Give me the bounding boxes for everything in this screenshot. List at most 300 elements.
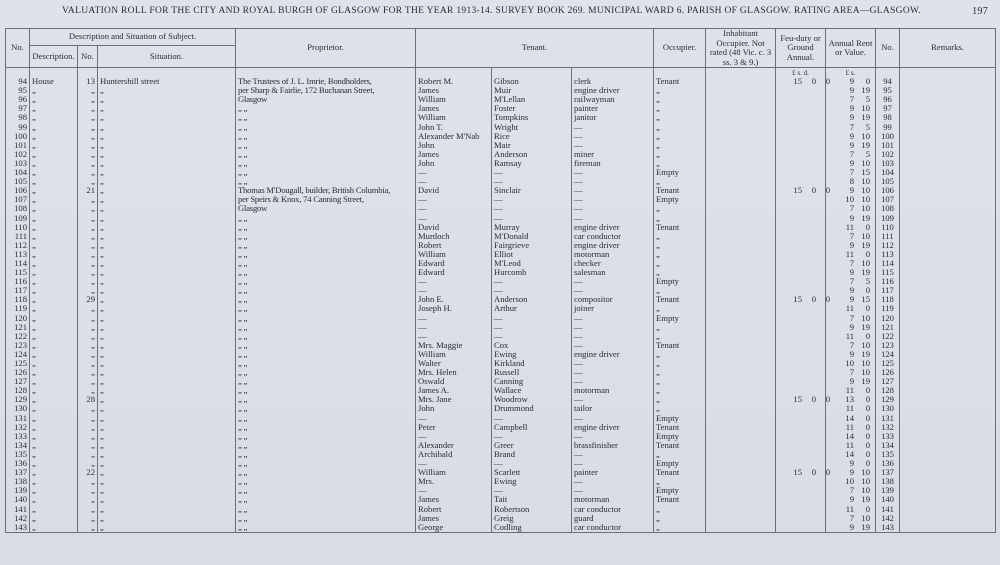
rent-pounds: 7 bbox=[849, 203, 855, 214]
subject-no: 21 bbox=[78, 186, 98, 195]
inhabitant-occupier bbox=[706, 223, 776, 232]
feu-units: £ s. d. bbox=[776, 68, 826, 78]
roll-no: 123 bbox=[6, 341, 30, 350]
feu-duty bbox=[776, 277, 826, 286]
tenant-surname: — bbox=[492, 195, 572, 204]
description: „ bbox=[30, 159, 78, 168]
occupier-status: „ bbox=[654, 514, 706, 523]
roll-no-right: 115 bbox=[876, 268, 900, 277]
subject-no: „ bbox=[78, 104, 98, 113]
occupier-status: „ bbox=[654, 268, 706, 277]
tenant-first-name: Mrs. Jane bbox=[416, 395, 492, 404]
tenant-first-name: John T. bbox=[416, 123, 492, 132]
occupier-status: Tenant bbox=[654, 186, 706, 195]
tenant-surname: Cox bbox=[492, 341, 572, 350]
proprietor: Glasgow bbox=[236, 95, 416, 104]
roll-no: 141 bbox=[6, 505, 30, 514]
feu-shillings: 0 bbox=[811, 76, 817, 87]
remarks bbox=[900, 141, 996, 150]
situation: „ bbox=[98, 204, 236, 213]
tenant-surname: Scarlett bbox=[492, 468, 572, 477]
tenant-occupation: — bbox=[572, 477, 654, 486]
remarks bbox=[900, 113, 996, 122]
tenant-surname: Codling bbox=[492, 523, 572, 533]
feu-duty bbox=[776, 332, 826, 341]
rent-pounds: 11 bbox=[845, 330, 855, 341]
tenant-occupation: fireman bbox=[572, 159, 654, 168]
roll-no: 139 bbox=[6, 486, 30, 495]
situation: „ bbox=[98, 486, 236, 495]
roll-no-right: 123 bbox=[876, 341, 900, 350]
description: „ bbox=[30, 232, 78, 241]
inhabitant-occupier bbox=[706, 204, 776, 213]
rent-shillings: 0 bbox=[865, 430, 871, 441]
situation: „ bbox=[98, 95, 236, 104]
tenant-surname: Hurcomb bbox=[492, 268, 572, 277]
proprietor: „ „ bbox=[236, 514, 416, 523]
rent-pounds: 9 bbox=[849, 103, 855, 114]
tenant-first-name: — bbox=[416, 168, 492, 177]
proprietor: „ „ bbox=[236, 423, 416, 432]
proprietor: Thomas M'Dougall, builder, British Columbia, bbox=[236, 186, 416, 195]
feu-duty bbox=[776, 423, 826, 432]
roll-no: 127 bbox=[6, 377, 30, 386]
rent-shillings: 0 bbox=[865, 421, 871, 432]
proprietor: „ „ bbox=[236, 268, 416, 277]
tenant-occupation: tailor bbox=[572, 404, 654, 413]
roll-no: 142 bbox=[6, 514, 30, 523]
rent-shillings: 5 bbox=[865, 148, 871, 159]
roll-no-right: 129 bbox=[876, 395, 900, 404]
rent-shillings: 10 bbox=[861, 203, 871, 214]
inhabitant-occupier bbox=[706, 141, 776, 150]
roll-no-right: 102 bbox=[876, 150, 900, 159]
tenant-occupation: — bbox=[572, 395, 654, 404]
feu-pence: 0 bbox=[825, 394, 831, 405]
roll-no: 134 bbox=[6, 441, 30, 450]
roll-no: 102 bbox=[6, 150, 30, 159]
remarks bbox=[900, 423, 996, 432]
occupier-status: „ bbox=[654, 259, 706, 268]
occupier-status: Empty bbox=[654, 459, 706, 468]
occupier-status: Tenant bbox=[654, 295, 706, 304]
inhabitant-occupier bbox=[706, 341, 776, 350]
inhabitant-occupier bbox=[706, 86, 776, 95]
occupier-status: „ bbox=[654, 323, 706, 332]
feu-duty bbox=[776, 304, 826, 313]
feu-duty bbox=[776, 223, 826, 232]
occupier-status: „ bbox=[654, 523, 706, 533]
tenant-first-name: Joseph H. bbox=[416, 304, 492, 313]
rent-pounds: 7 bbox=[849, 276, 855, 287]
tenant-surname: Fairgrieve bbox=[492, 241, 572, 250]
inhabitant-occupier bbox=[706, 177, 776, 186]
proprietor: „ „ bbox=[236, 459, 416, 468]
tenant-surname: Greig bbox=[492, 514, 572, 523]
subject-no: „ bbox=[78, 268, 98, 277]
tenant-first-name: William bbox=[416, 95, 492, 104]
tenant-surname: — bbox=[492, 314, 572, 323]
inhabitant-occupier bbox=[706, 441, 776, 450]
description: „ bbox=[30, 395, 78, 404]
rent-shillings: 10 bbox=[861, 103, 871, 114]
inhabitant-occupier bbox=[706, 495, 776, 504]
proprietor: „ „ bbox=[236, 495, 416, 504]
description: „ bbox=[30, 404, 78, 413]
roll-no: 99 bbox=[6, 123, 30, 132]
rent-pounds: 11 bbox=[845, 403, 855, 414]
tenant-occupation: — bbox=[572, 141, 654, 150]
rent-pounds: 7 bbox=[849, 367, 855, 378]
occupier-status: Empty bbox=[654, 486, 706, 495]
proprietor: „ „ bbox=[236, 150, 416, 159]
roll-no: 117 bbox=[6, 286, 30, 295]
remarks bbox=[900, 395, 996, 404]
occupier-status: „ bbox=[654, 86, 706, 95]
remarks bbox=[900, 186, 996, 195]
inhabitant-occupier bbox=[706, 459, 776, 468]
inhabitant-occupier bbox=[706, 332, 776, 341]
tenant-occupation: engine driver bbox=[572, 350, 654, 359]
rent-shillings: 19 bbox=[861, 139, 871, 150]
subject-no: „ bbox=[78, 432, 98, 441]
roll-no-right: 126 bbox=[876, 368, 900, 377]
remarks bbox=[900, 505, 996, 514]
roll-no: 116 bbox=[6, 277, 30, 286]
tenant-surname: — bbox=[492, 323, 572, 332]
description: „ bbox=[30, 177, 78, 186]
tenant-occupation: checker bbox=[572, 259, 654, 268]
feu-duty bbox=[776, 414, 826, 423]
inhabitant-occupier bbox=[706, 168, 776, 177]
proprietor: „ „ bbox=[236, 377, 416, 386]
situation: „ bbox=[98, 368, 236, 377]
situation: „ bbox=[98, 141, 236, 150]
remarks bbox=[900, 195, 996, 204]
inhabitant-occupier bbox=[706, 214, 776, 223]
inhabitant-occupier bbox=[706, 259, 776, 268]
remarks bbox=[900, 495, 996, 504]
inhabitant-occupier bbox=[706, 304, 776, 313]
inhabitant-occupier bbox=[706, 432, 776, 441]
remarks bbox=[900, 523, 996, 533]
roll-no-right: 108 bbox=[876, 204, 900, 213]
proprietor: „ „ bbox=[236, 523, 416, 533]
occupier-status: Tenant bbox=[654, 495, 706, 504]
feu-duty bbox=[776, 294, 831, 305]
tenant-first-name: John bbox=[416, 141, 492, 150]
roll-no: 135 bbox=[6, 450, 30, 459]
tenant-first-name: Oswald bbox=[416, 377, 492, 386]
situation: „ bbox=[98, 386, 236, 395]
remarks bbox=[900, 404, 996, 413]
remarks bbox=[900, 132, 996, 141]
tenant-first-name: William bbox=[416, 350, 492, 359]
proprietor: „ „ bbox=[236, 441, 416, 450]
tenant-first-name: — bbox=[416, 204, 492, 213]
proprietor: „ „ bbox=[236, 295, 416, 304]
roll-no-right: 112 bbox=[876, 241, 900, 250]
occupier-status: „ bbox=[654, 141, 706, 150]
subject-no: „ bbox=[78, 250, 98, 259]
description: „ bbox=[30, 150, 78, 159]
occupier-status: „ bbox=[654, 132, 706, 141]
roll-no-right: 111 bbox=[876, 232, 900, 241]
roll-no: 121 bbox=[6, 323, 30, 332]
rent-pounds: 9 bbox=[849, 294, 855, 305]
roll-no: 130 bbox=[6, 404, 30, 413]
tenant-surname: Robertson bbox=[492, 505, 572, 514]
remarks bbox=[900, 86, 996, 95]
proprietor: „ „ bbox=[236, 232, 416, 241]
tenant-occupation: — bbox=[572, 214, 654, 223]
subject-no: „ bbox=[78, 323, 98, 332]
rent-pounds: 14 bbox=[845, 412, 855, 423]
rent-shillings: 0 bbox=[865, 394, 871, 405]
roll-no: 126 bbox=[6, 368, 30, 377]
tenant-first-name: Walter bbox=[416, 359, 492, 368]
inhabitant-occupier bbox=[706, 450, 776, 459]
tenant-surname: — bbox=[492, 286, 572, 295]
roll-no: 122 bbox=[6, 332, 30, 341]
tenant-surname: — bbox=[492, 214, 572, 223]
tenant-surname: Kirkland bbox=[492, 359, 572, 368]
tenant-occupation: engine driver bbox=[572, 86, 654, 95]
tenant-occupation: — bbox=[572, 377, 654, 386]
roll-no-right: 121 bbox=[876, 323, 900, 332]
tenant-first-name: — bbox=[416, 214, 492, 223]
inhabitant-occupier bbox=[706, 386, 776, 395]
rent-pounds: 9 bbox=[849, 494, 855, 505]
tenant-occupation: janitor bbox=[572, 113, 654, 122]
tenant-first-name: John bbox=[416, 159, 492, 168]
tenant-first-name: William bbox=[416, 113, 492, 122]
subject-no: „ bbox=[78, 404, 98, 413]
rent-shillings: 0 bbox=[865, 76, 871, 87]
rent-pounds: 11 bbox=[845, 421, 855, 432]
occupier-status: „ bbox=[654, 104, 706, 113]
subject-no: „ bbox=[78, 304, 98, 313]
tenant-first-name: — bbox=[416, 432, 492, 441]
subject-no: „ bbox=[78, 259, 98, 268]
tenant-first-name: George bbox=[416, 523, 492, 533]
proprietor: „ „ bbox=[236, 414, 416, 423]
valuation-table bbox=[5, 28, 996, 533]
rent-shillings: 0 bbox=[865, 221, 871, 232]
rent-shillings: 10 bbox=[861, 358, 871, 368]
occupier-status: „ bbox=[654, 505, 706, 514]
rent-pounds: 8 bbox=[849, 176, 855, 187]
occupier-status: „ bbox=[654, 95, 706, 104]
roll-no-right: 114 bbox=[876, 259, 900, 268]
remarks bbox=[900, 150, 996, 159]
subject-no: „ bbox=[78, 113, 98, 122]
occupier-status: Tenant bbox=[654, 441, 706, 450]
proprietor: „ „ bbox=[236, 468, 416, 477]
inhabitant-occupier bbox=[706, 514, 776, 523]
tenant-occupation: — bbox=[572, 186, 654, 195]
remarks bbox=[900, 368, 996, 377]
roll-no-right: 124 bbox=[876, 350, 900, 359]
description: „ bbox=[30, 132, 78, 141]
rent-pounds: 9 bbox=[849, 157, 855, 168]
tenant-first-name: Robert bbox=[416, 505, 492, 514]
roll-no: 100 bbox=[6, 132, 30, 141]
subject-no: „ bbox=[78, 505, 98, 514]
roll-no: 131 bbox=[6, 414, 30, 423]
roll-no-right: 118 bbox=[876, 295, 900, 304]
situation: „ bbox=[98, 459, 236, 468]
proprietor: „ „ bbox=[236, 368, 416, 377]
rent-pounds: 7 bbox=[849, 94, 855, 105]
tenant-occupation: — bbox=[572, 332, 654, 341]
inhabitant-occupier bbox=[706, 95, 776, 104]
inhabitant-occupier bbox=[706, 104, 776, 113]
tenant-surname: Ewing bbox=[492, 477, 572, 486]
proprietor: „ „ bbox=[236, 386, 416, 395]
roll-no-right: 101 bbox=[876, 141, 900, 150]
description: „ bbox=[30, 450, 78, 459]
situation: „ bbox=[98, 268, 236, 277]
feu-duty bbox=[776, 486, 826, 495]
tenant-first-name: Edward bbox=[416, 268, 492, 277]
tenant-occupation: joiner bbox=[572, 304, 654, 313]
proprietor: „ „ bbox=[236, 304, 416, 313]
situation: „ bbox=[98, 123, 236, 132]
proprietor: „ „ bbox=[236, 505, 416, 514]
inhabitant-occupier bbox=[706, 132, 776, 141]
tenant-first-name: Robert bbox=[416, 241, 492, 250]
subject-no: „ bbox=[78, 223, 98, 232]
occupier-status: „ bbox=[654, 450, 706, 459]
rent-pounds: 9 bbox=[849, 212, 855, 223]
tenant-surname: — bbox=[492, 459, 572, 468]
roll-no-right: 104 bbox=[876, 168, 900, 177]
tenant-surname: — bbox=[492, 414, 572, 423]
situation: „ bbox=[98, 277, 236, 286]
remarks bbox=[900, 259, 996, 268]
subject-no: „ bbox=[78, 177, 98, 186]
rent-pounds: 10 bbox=[845, 476, 855, 487]
inhabitant-occupier bbox=[706, 359, 776, 368]
tenant-occupation: car conductor bbox=[572, 523, 654, 533]
description: „ bbox=[30, 95, 78, 104]
subject-no: „ bbox=[78, 204, 98, 213]
subject-no: „ bbox=[78, 214, 98, 223]
occupier-status: „ bbox=[654, 204, 706, 213]
roll-no: 133 bbox=[6, 432, 30, 441]
occupier-status: „ bbox=[654, 304, 706, 313]
subject-no: „ bbox=[78, 232, 98, 241]
description: „ bbox=[30, 432, 78, 441]
inhabitant-occupier bbox=[706, 250, 776, 259]
roll-no: 143 bbox=[6, 523, 30, 533]
roll-no: 137 bbox=[6, 468, 30, 477]
rent-shillings: 0 bbox=[865, 248, 871, 259]
situation: „ bbox=[98, 332, 236, 341]
feu-duty bbox=[776, 394, 831, 405]
situation: „ bbox=[98, 523, 236, 533]
tenant-first-name: James bbox=[416, 495, 492, 504]
table-row bbox=[6, 523, 996, 533]
situation: „ bbox=[98, 304, 236, 313]
situation: „ bbox=[98, 505, 236, 514]
rent-shillings: 15 bbox=[861, 167, 871, 178]
proprietor: „ „ bbox=[236, 250, 416, 259]
roll-no: 128 bbox=[6, 386, 30, 395]
description: „ bbox=[30, 141, 78, 150]
roll-no-right: 135 bbox=[876, 450, 900, 459]
tenant-occupation: compositor bbox=[572, 295, 654, 304]
rent-shillings: 19 bbox=[861, 267, 871, 278]
tenant-occupation: car conductor bbox=[572, 232, 654, 241]
proprietor: „ „ bbox=[236, 477, 416, 486]
subject-no: „ bbox=[78, 159, 98, 168]
description: „ bbox=[30, 241, 78, 250]
tenant-occupation: — bbox=[572, 359, 654, 368]
rent-shillings: 10 bbox=[861, 339, 871, 350]
feu-duty bbox=[776, 477, 826, 486]
proprietor: „ „ bbox=[236, 168, 416, 177]
proprietor: The Trustees of J. L. Imrie, Bondholders, bbox=[236, 77, 416, 86]
roll-no-right: 136 bbox=[876, 459, 900, 468]
proprietor: „ „ bbox=[236, 314, 416, 323]
feu-duty bbox=[776, 168, 826, 177]
situation: „ bbox=[98, 341, 236, 350]
page-title: VALUATION ROLL FOR THE CITY AND ROYAL BURGH OF GLASGOW FOR THE YEAR 1913-14. SURVEY BOOK 269. MUNICIPAL WARD 6. PARISH OF GLASGOW. RATING AREA—GLASGOW. bbox=[62, 6, 922, 16]
roll-no-right: 139 bbox=[876, 486, 900, 495]
tenant-surname: Greer bbox=[492, 441, 572, 450]
tenant-surname: Anderson bbox=[492, 150, 572, 159]
rent-pounds: 11 bbox=[845, 503, 855, 514]
tenant-first-name: Alexander M'Nab bbox=[416, 132, 492, 141]
remarks bbox=[900, 486, 996, 495]
proprietor: „ „ bbox=[236, 123, 416, 132]
feu-duty bbox=[776, 377, 826, 386]
roll-no: 115 bbox=[6, 268, 30, 277]
tenant-surname: Campbell bbox=[492, 423, 572, 432]
roll-no-right: 99 bbox=[876, 123, 900, 132]
roll-no: 108 bbox=[6, 204, 30, 213]
rent-shillings: 10 bbox=[861, 476, 871, 487]
situation: „ bbox=[98, 514, 236, 523]
feu-duty bbox=[776, 159, 826, 168]
description: „ bbox=[30, 423, 78, 432]
rent-shillings: 19 bbox=[861, 521, 871, 532]
feu-duty bbox=[776, 495, 826, 504]
rent-shillings: 0 bbox=[865, 330, 871, 341]
inhabitant-occupier bbox=[706, 477, 776, 486]
subject-no: „ bbox=[78, 359, 98, 368]
inhabitant-occupier bbox=[706, 150, 776, 159]
tenant-surname: Russell bbox=[492, 368, 572, 377]
rent-pounds: 9 bbox=[849, 85, 855, 96]
rent-shillings: 19 bbox=[861, 348, 871, 359]
feu-duty bbox=[776, 323, 826, 332]
feu-pence: 0 bbox=[825, 467, 831, 478]
rent-shillings: 0 bbox=[865, 448, 871, 459]
description: „ bbox=[30, 104, 78, 113]
feu-duty bbox=[776, 268, 826, 277]
subject-no: „ bbox=[78, 350, 98, 359]
roll-no: 113 bbox=[6, 250, 30, 259]
roll-no: 114 bbox=[6, 259, 30, 268]
roll-no-right: 127 bbox=[876, 377, 900, 386]
description: „ bbox=[30, 295, 78, 304]
tenant-occupation: — bbox=[572, 123, 654, 132]
description: „ bbox=[30, 86, 78, 95]
tenant-first-name: — bbox=[416, 177, 492, 186]
